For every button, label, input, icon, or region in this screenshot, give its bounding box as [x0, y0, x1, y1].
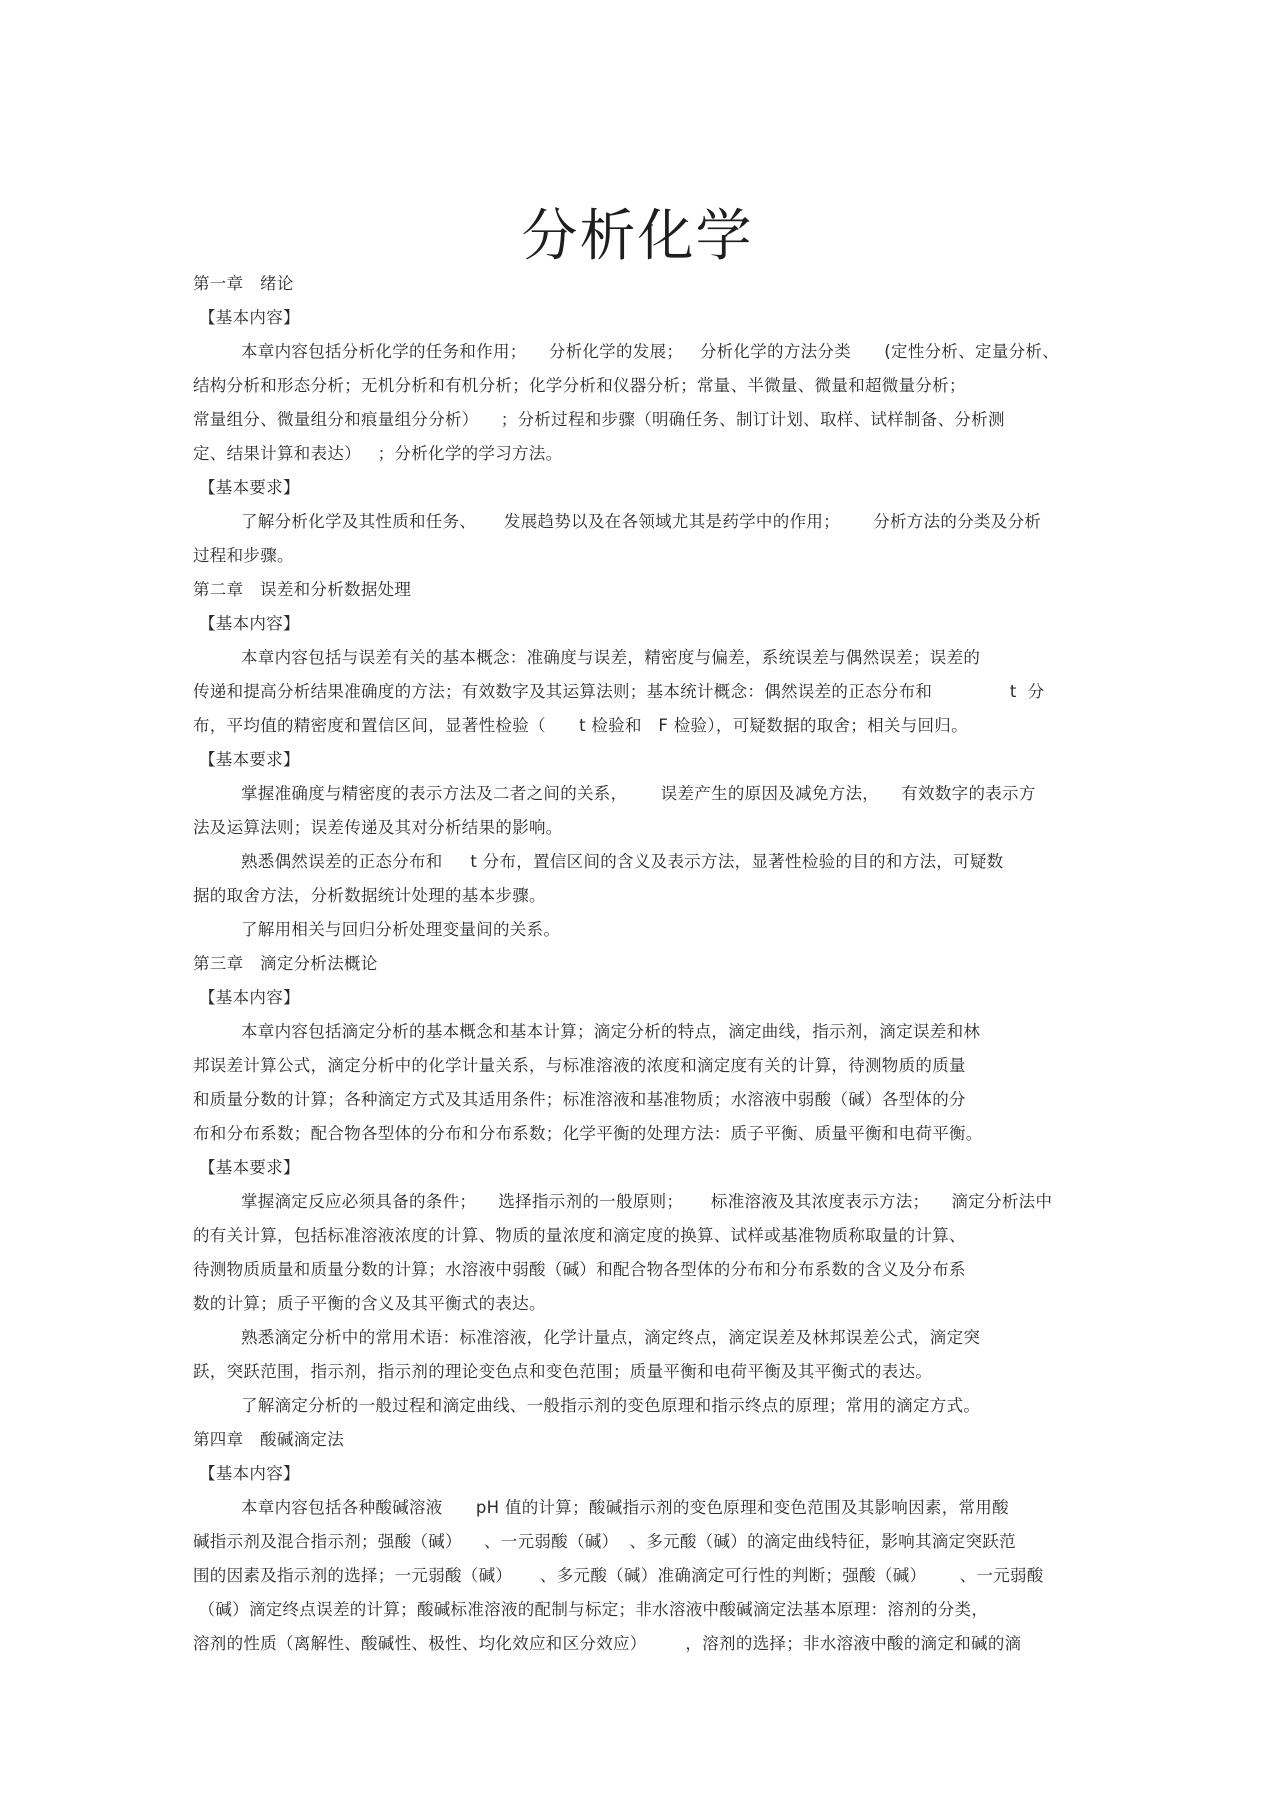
paragraph-line: （碱）滴定终点误差的计算；酸碱标准溶液的配制与标定；非水溶液中酸碱滴定法基本原理：溶剂的分类，	[193, 1600, 989, 1619]
paragraph-line: 跃，突跃范围，指示剂，指示剂的理论变色点和变色范围；质量平衡和电荷平衡及其平衡式的表达。	[193, 1362, 933, 1381]
paragraph-line: 法及运算法则；误差传递及其对分析结果的影响。	[193, 818, 563, 837]
paragraph-line: 本章内容包括与误差有关的基本概念：准确度与误差，精密度与偏差，系统误差与偶然误差；误差的	[241, 648, 981, 667]
chapter-heading: 第四章 酸碱滴定法	[193, 1430, 345, 1449]
paragraph-line: 了解分析化学及其性质和任务、 发展趋势以及在各领域尤其是药学中的作用； 分析方法的分类及分析	[241, 512, 1042, 531]
paragraph-line: 掌握滴定反应必须具备的条件； 选择指示剂的一般原则； 标准溶液及其浓度表示方法； 滴定分析法中	[241, 1192, 1053, 1211]
paragraph-line: 溶剂的性质（离解性、酸碱性、极性、均化效应和区分效应） ，溶剂的选择；非水溶液中酸的滴定和碱的滴	[193, 1634, 1022, 1653]
chapter-heading: 第三章 滴定分析法概论	[193, 954, 378, 973]
paragraph-line: 围的因素及指示剂的选择；一元弱酸（碱） 、多元酸（碱）准确滴定可行性的判断；强酸（碱） 、一元弱酸	[193, 1566, 1044, 1585]
paragraph-line: 熟悉滴定分析中的常用术语：标准溶液，化学计量点，滴定终点，滴定误差及林邦误差公式，滴定突	[241, 1328, 981, 1347]
section-label: 【基本内容】	[199, 308, 300, 327]
paragraph-line: 的有关计算，包括标准溶液浓度的计算、物质的量浓度和滴定度的换算、试样或基准物质称取量的计算、	[193, 1226, 966, 1245]
paragraph-line: 据的取舍方法，分析数据统计处理的基本步骤。	[193, 886, 546, 905]
chapter-heading: 第一章 绪论	[193, 274, 294, 293]
paragraph-line: 本章内容包括各种酸碱溶液 pH 值的计算；酸碱指示剂的变色原理和变色范围及其影响因素，常用酸	[241, 1498, 1009, 1517]
section-label: 【基本要求】	[199, 1158, 300, 1177]
paragraph-line: 定、结果计算和表达） ；分析化学的学习方法。	[193, 444, 563, 463]
paragraph-line: 待测物质质量和质量分数的计算；水溶液中弱酸（碱）和配合物各型体的分布和分布系数的含义及分布系	[193, 1260, 966, 1279]
section-label: 【基本内容】	[199, 1464, 300, 1483]
paragraph-line: 结构分析和形态分析；无机分析和有机分析；化学分析和仪器分析；常量、半微量、微量和超微量分析；	[193, 376, 966, 395]
paragraph-line: 了解滴定分析的一般过程和滴定曲线、一般指示剂的变色原理和指示终点的原理；常用的滴定方式。	[241, 1396, 981, 1415]
paragraph-line: 邦误差计算公式，滴定分析中的化学计量关系，与标准溶液的浓度和滴定度有关的计算，待测物质的质量	[193, 1056, 966, 1075]
section-label: 【基本要求】	[199, 750, 300, 769]
paragraph-line: 和质量分数的计算；各种滴定方式及其适用条件；标准溶液和基准物质；水溶液中弱酸（碱）各型体的分	[193, 1090, 966, 1109]
paragraph-line: 本章内容包括滴定分析的基本概念和基本计算；滴定分析的特点，滴定曲线，指示剂，滴定误差和林	[241, 1022, 981, 1041]
paragraph-line: 碱指示剂及混合指示剂；强酸（碱） 、一元弱酸（碱） 、多元酸（碱）的滴定曲线特征，影响其滴定突跃范	[193, 1532, 1016, 1551]
section-label: 【基本内容】	[199, 988, 300, 1007]
paragraph-line: 本章内容包括分析化学的任务和作用； 分析化学的发展； 分析化学的方法分类 (定性分析、定量分析、	[241, 342, 1060, 361]
paragraph-line: 过程和步骤。	[193, 546, 294, 565]
paragraph-line: 布，平均值的精密度和置信区间，显著性检验（ t 检验和 F 检验），可疑数据的取舍；相关与回归。	[193, 716, 968, 735]
paragraph-line: 布和分布系数；配合物各型体的分布和分布系数；化学平衡的处理方法：质子平衡、质量平衡和电荷平衡。	[193, 1124, 983, 1143]
section-label: 【基本要求】	[199, 478, 300, 497]
paragraph-line: 了解用相关与回归分析处理变量间的关系。	[241, 920, 561, 939]
paragraph-line: 掌握准确度与精密度的表示方法及二者之间的关系， 误差产生的原因及减免方法， 有效数字的表示方	[241, 784, 1036, 803]
paragraph-line: 数的计算；质子平衡的含义及其平衡式的表达。	[193, 1294, 546, 1313]
chapter-heading: 第二章 误差和分析数据处理	[193, 580, 412, 599]
paragraph-line: 常量组分、微量组分和痕量组分分析） ；分析过程和步骤（明确任务、制订计划、取样、试样制备、分析测	[193, 410, 1005, 429]
section-label: 【基本内容】	[199, 614, 300, 633]
document-title: 分析化学	[521, 204, 754, 269]
paragraph-line: 熟悉偶然误差的正态分布和 t 分布，置信区间的含义及表示方法，显著性检验的目的和方法，可疑数	[241, 852, 1004, 871]
paragraph-line: 传递和提高分析结果准确度的方法；有效数字及其运算法则；基本统计概念：偶然误差的正态分布和 t 分	[193, 682, 1045, 701]
document-body	[193, 267, 1093, 1661]
